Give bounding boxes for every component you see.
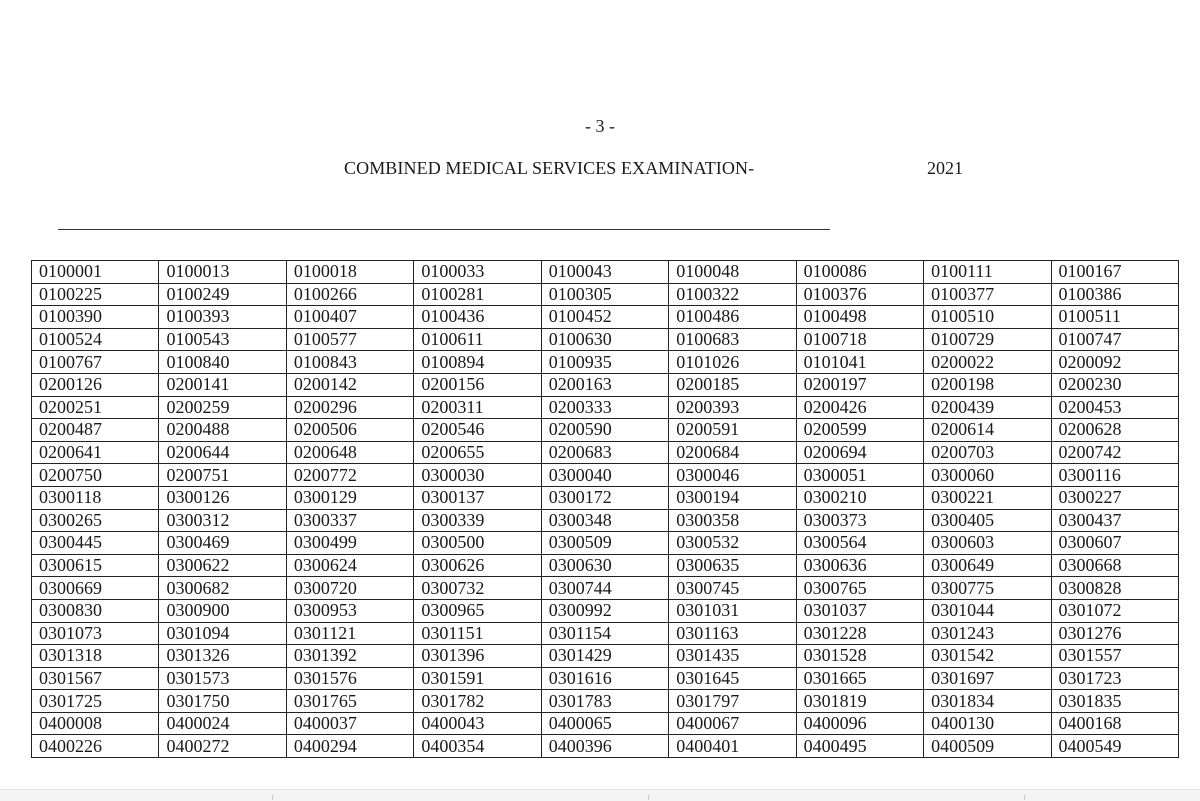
roll-number-cell: 0400168 bbox=[1051, 712, 1179, 735]
roll-number-cell: 0200185 bbox=[669, 373, 796, 396]
roll-number-cell: 0200750 bbox=[32, 464, 159, 487]
roll-number-cell: 0301072 bbox=[1051, 599, 1179, 622]
table-row bbox=[32, 645, 1179, 668]
roll-number-cell: 0100840 bbox=[159, 351, 286, 374]
table-row bbox=[32, 599, 1179, 622]
roll-number-cell: 0200156 bbox=[414, 373, 541, 396]
roll-number-cell: 0300744 bbox=[541, 577, 668, 600]
roll-number-cell: 0400067 bbox=[669, 712, 796, 735]
roll-number-cell: 0300339 bbox=[414, 509, 541, 532]
roll-number-cell: 0100225 bbox=[32, 283, 159, 306]
roll-number-cell: 0300500 bbox=[414, 532, 541, 555]
roll-number-cell: 0200296 bbox=[286, 396, 413, 419]
roll-number-cell: 0301163 bbox=[669, 622, 796, 645]
roll-number-cell: 0100452 bbox=[541, 306, 668, 329]
roll-number-cell: 0400354 bbox=[414, 735, 541, 758]
roll-number-cell: 0200772 bbox=[286, 464, 413, 487]
roll-number-cell: 0200426 bbox=[796, 396, 923, 419]
roll-number-cell: 0300720 bbox=[286, 577, 413, 600]
roll-number-cell: 0301835 bbox=[1051, 690, 1179, 713]
roll-number-cell: 0301797 bbox=[669, 690, 796, 713]
roll-number-cell: 0300137 bbox=[414, 486, 541, 509]
roll-number-cell: 0100577 bbox=[286, 328, 413, 351]
roll-number-cell: 0300499 bbox=[286, 532, 413, 555]
roll-number-cell: 0200683 bbox=[541, 441, 668, 464]
exam-year: 2021 bbox=[927, 158, 963, 178]
roll-number-cell: 0300046 bbox=[669, 464, 796, 487]
roll-number-cell: 0300828 bbox=[1051, 577, 1179, 600]
roll-number-cell: 0200628 bbox=[1051, 419, 1179, 442]
roll-number-cell: 0301154 bbox=[541, 622, 668, 645]
roll-number-cell: 0301318 bbox=[32, 645, 159, 668]
roll-number-cell: 0301528 bbox=[796, 645, 923, 668]
roll-number-cell: 0300194 bbox=[669, 486, 796, 509]
roll-number-cell: 0400226 bbox=[32, 735, 159, 758]
roll-number-cell: 0301542 bbox=[924, 645, 1051, 668]
roll-number-cell: 0100043 bbox=[541, 261, 668, 284]
table-row bbox=[32, 667, 1179, 690]
roll-number-cell: 0200614 bbox=[924, 419, 1051, 442]
table-row bbox=[32, 306, 1179, 329]
roll-number-cell: 0100510 bbox=[924, 306, 1051, 329]
roll-number-cell: 0301834 bbox=[924, 690, 1051, 713]
roll-number-cell: 0300669 bbox=[32, 577, 159, 600]
roll-number-cell: 0400043 bbox=[414, 712, 541, 735]
roll-number-cell: 0300765 bbox=[796, 577, 923, 600]
roll-number-cell: 0300668 bbox=[1051, 554, 1179, 577]
roll-number-cell: 0300437 bbox=[1051, 509, 1179, 532]
roll-number-cell: 0200694 bbox=[796, 441, 923, 464]
table-row bbox=[32, 577, 1179, 600]
roll-number-cell: 0300965 bbox=[414, 599, 541, 622]
table-row bbox=[32, 690, 1179, 713]
roll-number-cell: 0300358 bbox=[669, 509, 796, 532]
roll-number-cell: 0200546 bbox=[414, 419, 541, 442]
roll-number-cell: 0100386 bbox=[1051, 283, 1179, 306]
roll-number-cell: 0300210 bbox=[796, 486, 923, 509]
roll-number-cell: 0301725 bbox=[32, 690, 159, 713]
roll-number-cell: 0200230 bbox=[1051, 373, 1179, 396]
roll-number-cell: 0301121 bbox=[286, 622, 413, 645]
roll-number-cell: 0301723 bbox=[1051, 667, 1179, 690]
roll-number-cell: 0301429 bbox=[541, 645, 668, 668]
roll-number-cell: 0300405 bbox=[924, 509, 1051, 532]
roll-number-cell: 0400396 bbox=[541, 735, 668, 758]
roll-number-cell: 0300373 bbox=[796, 509, 923, 532]
roll-number-cell: 0300564 bbox=[796, 532, 923, 555]
roll-number-cell: 0200141 bbox=[159, 373, 286, 396]
roll-number-cell: 0301576 bbox=[286, 667, 413, 690]
roll-number-cell: 0100747 bbox=[1051, 328, 1179, 351]
roll-number-cell: 0301665 bbox=[796, 667, 923, 690]
roll-number-table-body bbox=[32, 261, 1179, 758]
roll-number-cell: 0200126 bbox=[32, 373, 159, 396]
roll-number-cell: 0400495 bbox=[796, 735, 923, 758]
roll-number-cell: 0300118 bbox=[32, 486, 159, 509]
roll-number-cell: 0300312 bbox=[159, 509, 286, 532]
roll-number-cell: 0100305 bbox=[541, 283, 668, 306]
roll-number-cell: 0300622 bbox=[159, 554, 286, 577]
roll-number-cell: 0300040 bbox=[541, 464, 668, 487]
roll-number-cell: 0301435 bbox=[669, 645, 796, 668]
roll-number-cell: 0300116 bbox=[1051, 464, 1179, 487]
roll-number-cell: 0100767 bbox=[32, 351, 159, 374]
roll-number-cell: 0101026 bbox=[669, 351, 796, 374]
table-row bbox=[32, 283, 1179, 306]
roll-number-cell: 0200506 bbox=[286, 419, 413, 442]
roll-number-cell: 0200599 bbox=[796, 419, 923, 442]
roll-number-cell: 0400294 bbox=[286, 735, 413, 758]
roll-number-cell: 0100630 bbox=[541, 328, 668, 351]
roll-number-cell: 0301031 bbox=[669, 599, 796, 622]
roll-number-cell: 0200439 bbox=[924, 396, 1051, 419]
roll-number-cell: 0200259 bbox=[159, 396, 286, 419]
roll-number-cell: 0300635 bbox=[669, 554, 796, 577]
footer-tick-mark bbox=[272, 795, 273, 800]
roll-number-cell: 0100683 bbox=[669, 328, 796, 351]
roll-number-cell: 0300992 bbox=[541, 599, 668, 622]
roll-number-cell: 0301591 bbox=[414, 667, 541, 690]
table-row bbox=[32, 441, 1179, 464]
roll-number-cell: 0300051 bbox=[796, 464, 923, 487]
roll-number-cell: 0300630 bbox=[541, 554, 668, 577]
roll-number-cell: 0200142 bbox=[286, 373, 413, 396]
roll-number-cell: 0100390 bbox=[32, 306, 159, 329]
roll-number-cell: 0100111 bbox=[924, 261, 1051, 284]
roll-number-cell: 0400401 bbox=[669, 735, 796, 758]
roll-number-cell: 0300221 bbox=[924, 486, 1051, 509]
roll-number-cell: 0301573 bbox=[159, 667, 286, 690]
page-bottom-strip bbox=[0, 789, 1200, 801]
roll-number-cell: 0200488 bbox=[159, 419, 286, 442]
table-row bbox=[32, 419, 1179, 442]
roll-number-cell: 0100524 bbox=[32, 328, 159, 351]
roll-number-cell: 0300745 bbox=[669, 577, 796, 600]
roll-number-cell: 0301396 bbox=[414, 645, 541, 668]
roll-number-cell: 0301094 bbox=[159, 622, 286, 645]
roll-number-cell: 0301782 bbox=[414, 690, 541, 713]
roll-number-cell: 0100393 bbox=[159, 306, 286, 329]
roll-number-cell: 0200333 bbox=[541, 396, 668, 419]
roll-number-cell: 0100611 bbox=[414, 328, 541, 351]
roll-number-cell: 0300603 bbox=[924, 532, 1051, 555]
roll-number-cell: 0300649 bbox=[924, 554, 1051, 577]
roll-number-cell: 0200092 bbox=[1051, 351, 1179, 374]
roll-number-cell: 0301645 bbox=[669, 667, 796, 690]
roll-number-cell: 0100843 bbox=[286, 351, 413, 374]
header-divider bbox=[58, 229, 830, 230]
roll-number-cell: 0301276 bbox=[1051, 622, 1179, 645]
roll-number-cell: 0301037 bbox=[796, 599, 923, 622]
roll-number-cell: 0100086 bbox=[796, 261, 923, 284]
roll-number-cell: 0200022 bbox=[924, 351, 1051, 374]
roll-number-cell: 0301783 bbox=[541, 690, 668, 713]
roll-number-cell: 0100048 bbox=[669, 261, 796, 284]
roll-number-cell: 0301073 bbox=[32, 622, 159, 645]
roll-number-cell: 0200591 bbox=[669, 419, 796, 442]
table-row bbox=[32, 622, 1179, 645]
roll-number-cell: 0300172 bbox=[541, 486, 668, 509]
roll-number-cell: 0400024 bbox=[159, 712, 286, 735]
roll-number-cell: 0200163 bbox=[541, 373, 668, 396]
roll-number-cell: 0300265 bbox=[32, 509, 159, 532]
roll-number-cell: 0400549 bbox=[1051, 735, 1179, 758]
roll-number-cell: 0300900 bbox=[159, 599, 286, 622]
roll-number-cell: 0200590 bbox=[541, 419, 668, 442]
roll-number-cell: 0300732 bbox=[414, 577, 541, 600]
roll-number-cell: 0100377 bbox=[924, 283, 1051, 306]
roll-number-cell: 0100498 bbox=[796, 306, 923, 329]
roll-number-cell: 0100511 bbox=[1051, 306, 1179, 329]
roll-number-cell: 0301765 bbox=[286, 690, 413, 713]
roll-number-cell: 0301567 bbox=[32, 667, 159, 690]
roll-number-cell: 0200641 bbox=[32, 441, 159, 464]
table-row bbox=[32, 396, 1179, 419]
roll-number-cell: 0100543 bbox=[159, 328, 286, 351]
table-row bbox=[32, 554, 1179, 577]
roll-number-cell: 0100249 bbox=[159, 283, 286, 306]
roll-number-cell: 0301557 bbox=[1051, 645, 1179, 668]
roll-number-cell: 0100407 bbox=[286, 306, 413, 329]
roll-number-cell: 0100718 bbox=[796, 328, 923, 351]
table-row bbox=[32, 712, 1179, 735]
table-row bbox=[32, 464, 1179, 487]
roll-number-cell: 0300060 bbox=[924, 464, 1051, 487]
roll-number-cell: 0400272 bbox=[159, 735, 286, 758]
roll-number-cell: 0400065 bbox=[541, 712, 668, 735]
roll-number-cell: 0200742 bbox=[1051, 441, 1179, 464]
roll-number-cell: 0301750 bbox=[159, 690, 286, 713]
footer-tick-mark bbox=[648, 795, 649, 800]
roll-number-cell: 0301697 bbox=[924, 667, 1051, 690]
roll-number-cell: 0300607 bbox=[1051, 532, 1179, 555]
roll-number-cell: 0400509 bbox=[924, 735, 1051, 758]
roll-number-cell: 0300830 bbox=[32, 599, 159, 622]
roll-number-cell: 0300682 bbox=[159, 577, 286, 600]
roll-number-cell: 0200644 bbox=[159, 441, 286, 464]
roll-number-cell: 0301616 bbox=[541, 667, 668, 690]
roll-number-cell: 0200751 bbox=[159, 464, 286, 487]
roll-number-cell: 0400037 bbox=[286, 712, 413, 735]
roll-number-cell: 0200311 bbox=[414, 396, 541, 419]
roll-number-cell: 0100376 bbox=[796, 283, 923, 306]
roll-number-cell: 0100486 bbox=[669, 306, 796, 329]
roll-number-cell: 0100894 bbox=[414, 351, 541, 374]
roll-number-cell: 0100281 bbox=[414, 283, 541, 306]
table-row bbox=[32, 532, 1179, 555]
exam-title: COMBINED MEDICAL SERVICES EXAMINATION- bbox=[344, 158, 755, 178]
roll-number-cell: 0300126 bbox=[159, 486, 286, 509]
roll-number-cell: 0100729 bbox=[924, 328, 1051, 351]
roll-number-cell: 0100033 bbox=[414, 261, 541, 284]
roll-number-cell: 0100935 bbox=[541, 351, 668, 374]
roll-number-cell: 0100322 bbox=[669, 283, 796, 306]
table-row bbox=[32, 735, 1179, 758]
roll-number-cell: 0300775 bbox=[924, 577, 1051, 600]
page-number: - 3 - bbox=[585, 116, 615, 136]
roll-number-cell: 0200393 bbox=[669, 396, 796, 419]
roll-number-cell: 0200198 bbox=[924, 373, 1051, 396]
roll-number-cell: 0200648 bbox=[286, 441, 413, 464]
roll-number-cell: 0301228 bbox=[796, 622, 923, 645]
roll-number-cell: 0300953 bbox=[286, 599, 413, 622]
roll-number-cell: 0200703 bbox=[924, 441, 1051, 464]
roll-number-cell: 0101041 bbox=[796, 351, 923, 374]
roll-number-cell: 0301151 bbox=[414, 622, 541, 645]
table-row bbox=[32, 328, 1179, 351]
table-row bbox=[32, 486, 1179, 509]
roll-number-cell: 0100018 bbox=[286, 261, 413, 284]
roll-number-cell: 0300030 bbox=[414, 464, 541, 487]
roll-number-cell: 0100266 bbox=[286, 283, 413, 306]
roll-number-cell: 0300624 bbox=[286, 554, 413, 577]
roll-number-cell: 0301819 bbox=[796, 690, 923, 713]
roll-number-cell: 0300469 bbox=[159, 532, 286, 555]
roll-number-cell: 0300227 bbox=[1051, 486, 1179, 509]
roll-number-cell: 0400096 bbox=[796, 712, 923, 735]
roll-number-cell: 0300337 bbox=[286, 509, 413, 532]
roll-number-cell: 0300348 bbox=[541, 509, 668, 532]
roll-number-cell: 0301326 bbox=[159, 645, 286, 668]
roll-number-cell: 0200487 bbox=[32, 419, 159, 442]
roll-number-cell: 0400008 bbox=[32, 712, 159, 735]
roll-number-cell: 0300615 bbox=[32, 554, 159, 577]
roll-number-cell: 0100167 bbox=[1051, 261, 1179, 284]
table-row bbox=[32, 351, 1179, 374]
table-row bbox=[32, 261, 1179, 284]
roll-number-cell: 0200197 bbox=[796, 373, 923, 396]
roll-number-cell: 0301044 bbox=[924, 599, 1051, 622]
roll-number-cell: 0300445 bbox=[32, 532, 159, 555]
roll-number-cell: 0100436 bbox=[414, 306, 541, 329]
roll-number-cell: 0200655 bbox=[414, 441, 541, 464]
roll-number-cell: 0301392 bbox=[286, 645, 413, 668]
table-row bbox=[32, 373, 1179, 396]
roll-number-cell: 0200251 bbox=[32, 396, 159, 419]
roll-number-cell: 0400130 bbox=[924, 712, 1051, 735]
roll-number-cell: 0300509 bbox=[541, 532, 668, 555]
table-row bbox=[32, 509, 1179, 532]
roll-number-table bbox=[31, 260, 1179, 758]
roll-number-cell: 0200453 bbox=[1051, 396, 1179, 419]
roll-number-cell: 0300129 bbox=[286, 486, 413, 509]
roll-number-cell: 0200684 bbox=[669, 441, 796, 464]
roll-number-cell: 0100001 bbox=[32, 261, 159, 284]
footer-tick-mark bbox=[1024, 795, 1025, 800]
roll-number-cell: 0300636 bbox=[796, 554, 923, 577]
roll-number-cell: 0100013 bbox=[159, 261, 286, 284]
roll-number-cell: 0301243 bbox=[924, 622, 1051, 645]
roll-number-cell: 0300532 bbox=[669, 532, 796, 555]
roll-number-cell: 0300626 bbox=[414, 554, 541, 577]
